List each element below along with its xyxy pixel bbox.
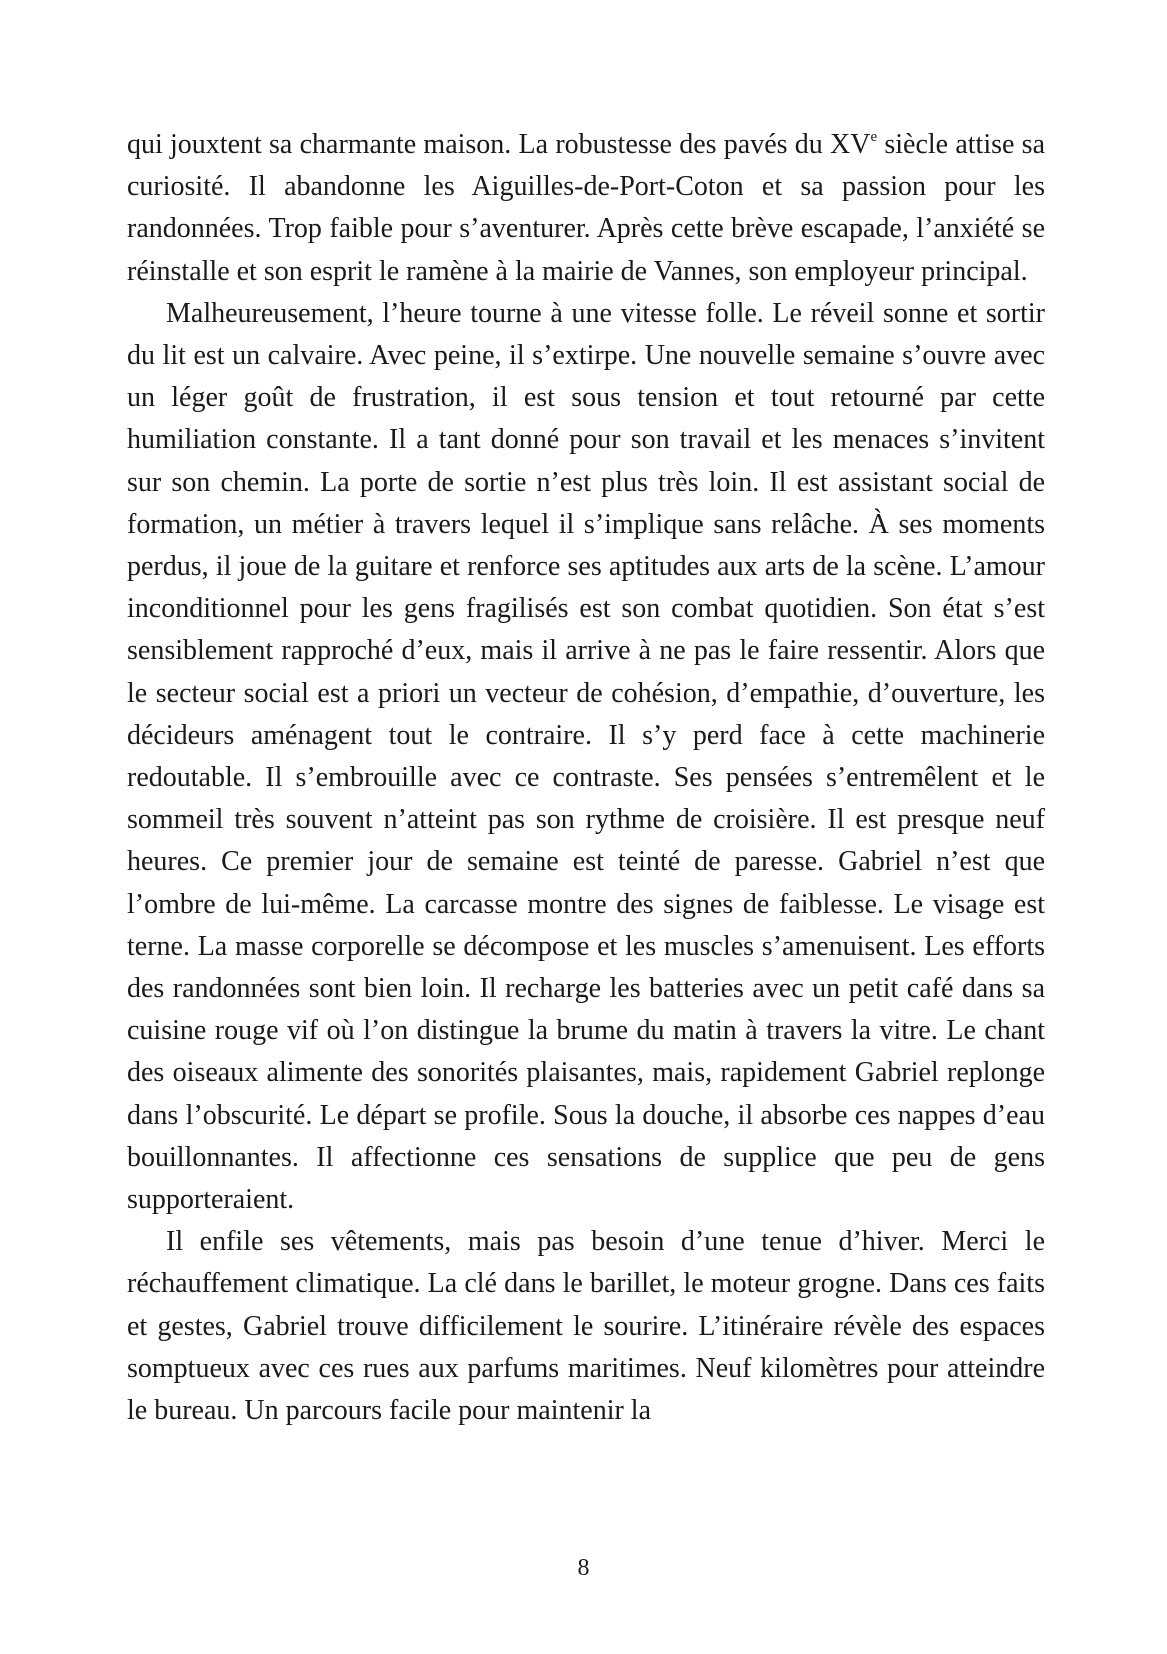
century-superscript: e xyxy=(870,129,878,145)
body-text xyxy=(127,124,1045,1432)
paragraph-1-text-start: qui jouxtent sa charmante maison. La robustesse des pavés du XV xyxy=(127,129,871,160)
paragraph-3: Il enfile ses vêtements, mais pas besoin d’une tenue d’hiver. Merci le réchauffement climatique. La clé dans le barillet, le moteur grogne. Dans ces faits et gestes, Gabriel trouve difficilement le sourire. L’itinéraire révèle des espaces somptueux avec ces rues aux parfums maritimes. Neuf kilomètres pour atteindre le bureau. Un parcours facile pour maintenir la xyxy=(127,1226,1045,1427)
page-number: 8 xyxy=(577,1555,590,1581)
paragraph-1-text-end: siècle attise sa curiosité. Il abandonne les Aiguilles-de-Port-Coton et sa passion pour les randonnées. Trop faible pour s’aventurer. Après cette brève escapade, l’anxiété se réinstalle et son esprit le ramène à la mairie de Vannes, son employeur principal. xyxy=(127,129,1045,287)
paragraph-1 xyxy=(127,124,1045,293)
paragraph-2: Malheureusement, l’heure tourne à une vitesse folle. Le réveil sonne et sortir du lit est un calvaire. Avec peine, il s’extirpe. Une nouvelle semaine s’ouvre avec un léger goût de frustration, il est sous tension et tout retourné par cette humiliation constante. Il a tant donné pour son travail et les menaces s’invitent sur son chemin. La porte de sortie n’est plus très loin. Il est assistant social de formation, un métier à travers lequel il s’implique sans relâche. À ses moments perdus, il joue de la guitare et renforce ses aptitudes aux arts de la scène. L’amour inconditionnel pour les gens fragilisés est son combat quotidien. Son état s’est sensiblement rapproché d’eux, mais il arrive à ne pas le faire ressentir. Alors que le secteur social est a priori un vecteur de cohésion, d’empathie, d’ouverture, les décideurs aménagent tout le contraire. Il s’y perd face à cette machinerie redoutable. Il s’embrouille avec ce contraste. Ses pensées s’entremêlent et le sommeil très souvent n’atteint pas son rythme de croisière. Il est presque neuf heures. Ce premier jour de semaine est teinté de paresse. Gabriel n’est que l’ombre de lui-même. La carcasse montre des signes de faiblesse. Le visage est terne. La masse corporelle se décompose et les muscles s’amenuisent. Les efforts des randonnées sont bien loin. Il recharge les batteries avec un petit café dans sa cuisine rouge vif où l’on distingue la brume du matin à travers la vitre. Le chant des oiseaux alimente des sonorités plaisantes, mais, rapidement Gabriel replonge dans l’obscurité. Le départ se profile. Sous la douche, il absorbe ces nappes d’eau bouillonnantes. Il affectionne ces sensations de supplice que peu de gens supporteraient. xyxy=(127,297,1045,1216)
